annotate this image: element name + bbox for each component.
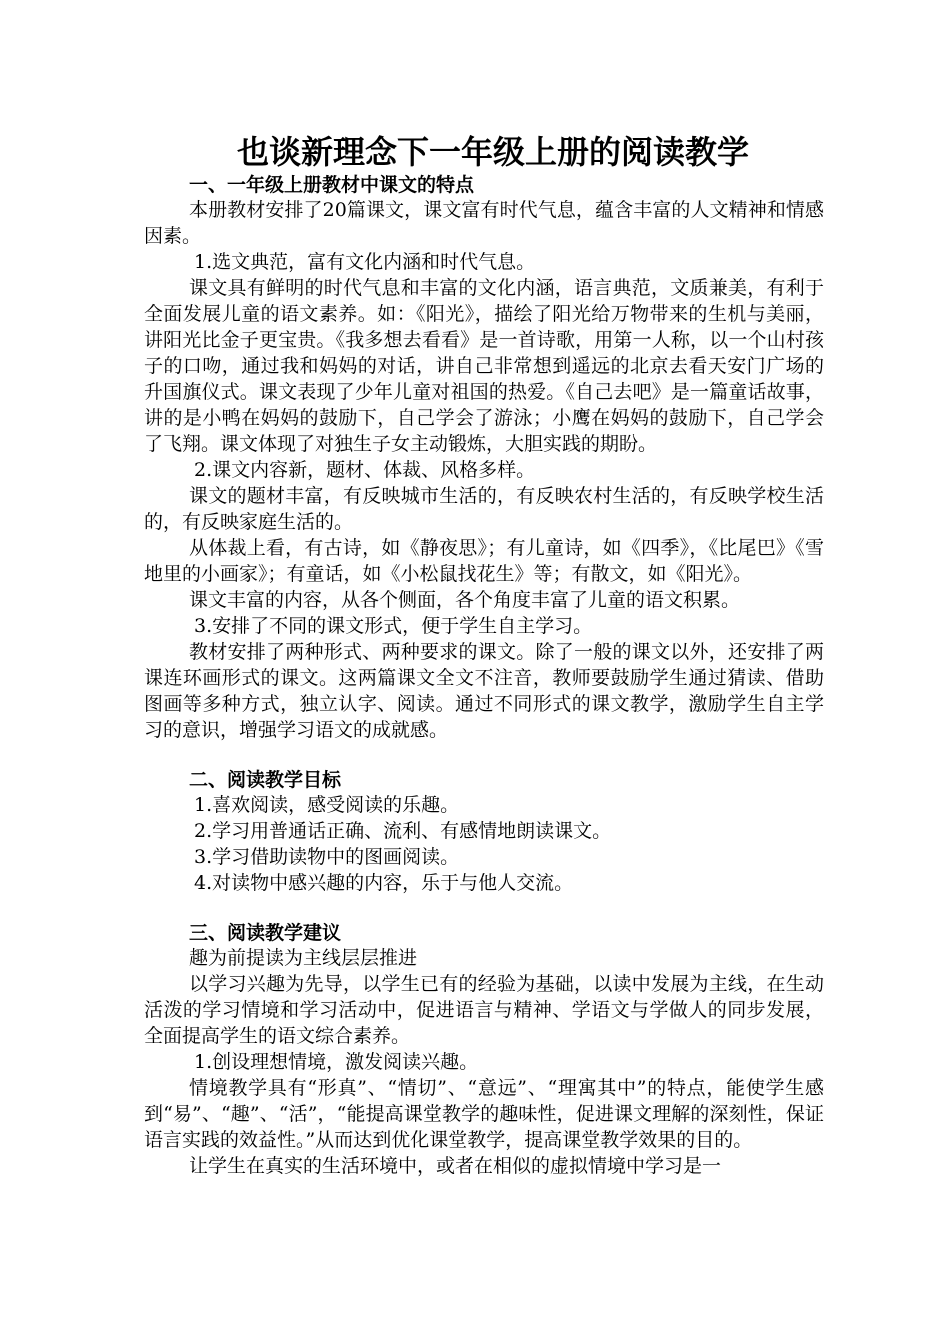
section-1-item-3: 3.安排了不同的课文形式，便于学生自主学习。 [194,615,593,637]
section-1-intro: 本册教材安排了20篇课文，课文富有时代气息，蕴含丰富的人文精神和情感因素。 [144,199,824,247]
section-1-paragraph-3: 从体裁上看，有古诗，如《静夜思》；有儿童诗，如《四季》，《比尾巴》《雪地里的小画家》；有童话，如《小松鼠找花生》等；有散文，如《阳光》。 [144,537,824,585]
section-spacer [144,743,824,769]
section-3-paragraph-4: 让学生在真实的生活环境中，或者在相似的虚拟情境中学习是一 [189,1155,722,1177]
section-3-heading: 三、阅读教学建议 [189,922,342,944]
section-1-heading: 一、一年级上册教材中课文的特点 [189,174,475,196]
section-1-paragraph-2: 课文的题材丰富，有反映城市生活的，有反映农村生活的，有反映学校生活的，有反映家庭生活的。 [144,485,824,533]
section-3-paragraph-3: 情境教学具有“形真”、“情切”、“意远”、“理寓其中”的特点，能使学生感到“易”、“趣”、“活”，“能提高课堂教学的趣味性，促进课文理解的深刻性，保证语言实践的效益性。”从而达到优化课堂教学，提高课堂教学效果的目的。 [144,1077,824,1151]
section-3-paragraph-1: 趣为前提读为主线层层推进 [189,947,418,969]
section-spacer [144,896,824,922]
section-1-item-2: 2.课文内容新，题材、体裁、风格多样。 [194,459,536,481]
section-1-paragraph-5: 教材安排了两种形式、两种要求的课文。除了一般的课文以外，还安排了两课连环画形式的课文。这两篇课文全文不注音，教师要鼓励学生通过猜读、借助图画等多种方式，独立认字、阅读。通过不同形式的课文教学，激励学生自主学习的意识，增强学习语文的成就感。 [144,641,824,741]
goal-item-2: 2.学习用普通话正确、流利、有感情地朗读课文。 [194,820,612,842]
section-2-heading: 二、阅读教学目标 [189,769,342,791]
document-body [144,130,824,1179]
section-1-paragraph-4: 课文丰富的内容，从各个侧面，各个角度丰富了儿童的语文积累。 [189,589,741,611]
goal-item-1: 1.喜欢阅读，感受阅读的乐趣。 [194,794,460,816]
section-1-paragraph-1: 课文具有鲜明的时代气息和丰富的文化内涵，语言典范，文质兼美，有利于全面发展儿童的语文素养。如：《阳光》，描绘了阳光给万物带来的生机与美丽，讲阳光比金子更宝贵。《我多想去看看》是一首诗歌，用第一人称，以一个山村孩子的口吻，通过我和妈妈的对话，讲自己非常想到遥远的北京去看天安门广场的升国旗仪式。课文表现了少年儿童对祖国的热爱。《自己去吧》是一篇童话故事，讲的是小鸭在妈妈的鼓励下，自己学会了游泳；小鹰在妈妈的鼓励下，自己学会了飞翔。课文体现了对独生子女主动锻炼，大胆实践的期盼。 [144,277,824,455]
goal-item-4: 4.对读物中感兴趣的内容，乐于与他人交流。 [194,872,574,894]
goal-item-3: 3.学习借助读物中的图画阅读。 [194,846,460,868]
section-3-paragraph-2: 以学习兴趣为先导，以学生已有的经验为基础，以读中发展为主线，在生动活泼的学习情境和学习活动中，促进语言与精神、学语文与学做人的同步发展，全面提高学生的语文综合素养。 [144,973,824,1047]
section-1-item-1: 1.选文典范，富有文化内涵和时代气息。 [194,251,536,273]
document-title: 也谈新理念下一年级上册的阅读教学 [236,133,749,171]
section-3-item-1: 1.创设理想情境，激发阅读兴趣。 [194,1051,479,1073]
